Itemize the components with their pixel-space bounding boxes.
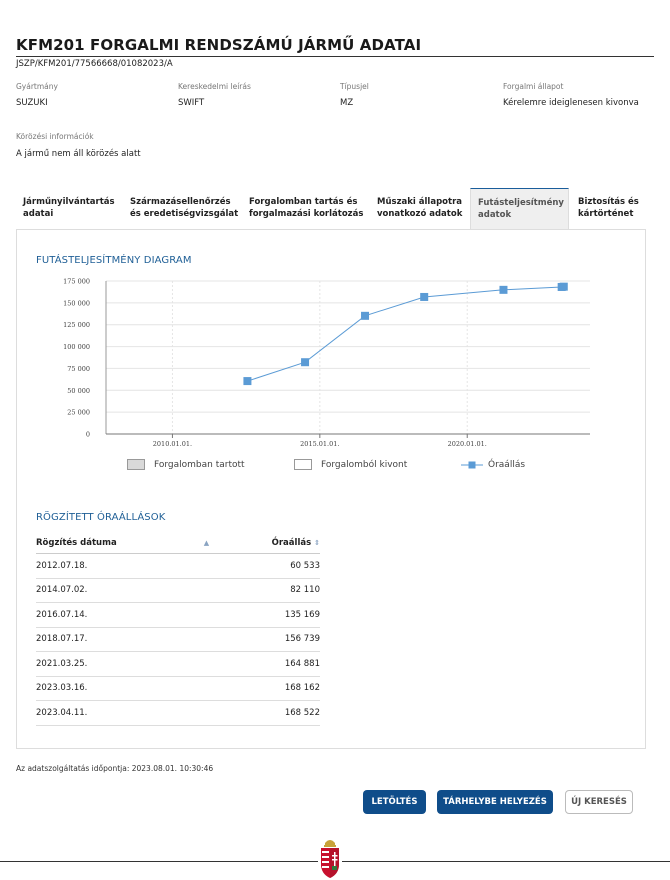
legend-label-odometer: Óraállás [488, 460, 526, 470]
sort-icon: ⇕ [314, 539, 320, 547]
tab-traffic-restrictions[interactable] [242, 188, 370, 229]
row-date: 2021.03.25. [36, 652, 258, 677]
y-tick-label: 100 000 [63, 343, 90, 352]
y-tick-label: 50 000 [67, 386, 90, 395]
circulation-value: A jármű nem áll körözés alatt [16, 149, 141, 159]
store-button[interactable]: TÁRHELYBE HELYEZÉS [437, 790, 553, 814]
y-tick-label: 25 000 [67, 408, 90, 417]
mileage-chart [16, 272, 646, 472]
new-search-button[interactable]: ÚJ KERESÉS [565, 790, 633, 814]
tab-insurance-history[interactable] [571, 188, 646, 229]
x-tick-label: 2015.01.01. [300, 440, 340, 448]
column-header-mileage[interactable] [258, 533, 320, 554]
y-tick-label: 150 000 [63, 299, 90, 308]
tab-origin-check[interactable] [123, 188, 241, 229]
tab-technical-data[interactable] [370, 188, 470, 229]
tab-label-line: adatai [23, 209, 54, 219]
tab-label-line: vonatkozó adatok [377, 209, 463, 219]
y-tick-label: 0 [85, 430, 90, 439]
chart-grid [106, 281, 590, 434]
x-tick-label: 2020.01.01. [447, 440, 487, 448]
column-header-date[interactable] [36, 533, 258, 554]
trade-name-value: SWIFT [178, 98, 205, 108]
tab-label-line: Műszaki állapotra [377, 197, 462, 207]
data-timestamp: Az adatszolgáltatás időpontja: 2023.08.01. 10:30:46 [16, 764, 214, 773]
row-date: 2012.07.18. [36, 554, 258, 579]
trade-name-label: Kereskedelmi leírás [178, 82, 251, 91]
row-date: 2014.07.02. [36, 578, 258, 603]
legend-swatch-in-traffic [127, 459, 145, 470]
download-button[interactable]: LETÖLTÉS [363, 790, 426, 814]
odometer-data-point [560, 283, 568, 291]
odometer-data-point [361, 312, 369, 320]
readings-table [36, 533, 320, 726]
tab-mileage-data[interactable] [470, 188, 569, 229]
tab-label-line: Járműnyilvántartás [23, 197, 115, 207]
row-mileage: 82 110 [258, 578, 320, 603]
page-title: KFM201 FORGALMI RENDSZÁMÚ JÁRMŰ ADATAI [16, 36, 422, 54]
coat-of-arms-icon [318, 836, 342, 880]
table-row [36, 603, 320, 628]
table-row [36, 676, 320, 701]
make-label: Gyártmány [16, 82, 58, 91]
sort-ascending-icon: ▲ [203, 539, 210, 547]
title-divider [16, 56, 654, 57]
row-date: 2023.03.16. [36, 676, 258, 701]
readings-title: RÖGZÍTETT ÓRAÁLLÁSOK [36, 512, 166, 523]
table-row [36, 627, 320, 652]
make-value: SUZUKI [16, 98, 48, 108]
row-mileage: 168 162 [258, 676, 320, 701]
table-row [36, 652, 320, 677]
row-date: 2023.04.11. [36, 701, 258, 726]
odometer-data-point [243, 377, 251, 385]
y-tick-label: 125 000 [63, 321, 90, 330]
type-code-label: Típusjel [340, 82, 369, 91]
y-tick-label: 175 000 [63, 277, 90, 286]
odometer-data-point [301, 358, 309, 366]
legend-swatch-odometer [461, 461, 483, 469]
column-header-date-label: Rögzítés dátuma [36, 538, 117, 548]
odometer-data-point [499, 286, 507, 294]
tab-label-line: Forgalomban tartás és [249, 197, 358, 207]
legend-swatch-withdrawn [294, 459, 312, 470]
tab-label-line: Származásellenőrzés [130, 197, 231, 207]
odometer-series-line [247, 287, 563, 381]
circulation-label: Körözési információk [16, 132, 94, 141]
odometer-data-point [420, 293, 428, 301]
table-row [36, 701, 320, 726]
table-header-row [36, 533, 320, 554]
type-code-value: MZ [340, 98, 354, 108]
y-tick-label: 75 000 [67, 364, 90, 373]
row-mileage: 156 739 [258, 627, 320, 652]
tab-label-line: adatok [478, 210, 512, 220]
diagram-title: FUTÁSTELJESÍTMÉNY DIAGRAM [36, 255, 192, 266]
row-mileage: 164 881 [258, 652, 320, 677]
row-mileage: 168 522 [258, 701, 320, 726]
tab-label-line: forgalmazási korlátozás [249, 209, 364, 219]
table-row [36, 554, 320, 579]
tab-label-line: és eredetiségvizsgálat [130, 209, 239, 219]
legend-label-in-traffic: Forgalomban tartott [154, 460, 245, 470]
tab-registry-data[interactable] [16, 188, 122, 229]
tab-label-line: kártörténet [578, 209, 634, 219]
row-date: 2016.07.14. [36, 603, 258, 628]
traffic-status-value: Kérelemre ideiglenesen kivonva [503, 98, 639, 108]
table-row [36, 578, 320, 603]
reference-number: JSZP/KFM201/77566668/01082023/A [16, 59, 173, 69]
column-header-mileage-label: Óraállás [271, 538, 312, 548]
row-mileage: 135 169 [258, 603, 320, 628]
legend-label-withdrawn: Forgalomból kivont [321, 460, 408, 470]
x-tick-label: 2010.01.01. [152, 440, 193, 448]
row-date: 2018.07.17. [36, 627, 258, 652]
tab-label-line: Futásteljesítmény [478, 198, 564, 208]
row-mileage: 60 533 [258, 554, 320, 579]
chart-series [243, 283, 567, 385]
traffic-status-label: Forgalmi állapot [503, 82, 564, 91]
tab-bar [16, 188, 646, 230]
tab-label-line: Biztosítás és [578, 197, 639, 207]
